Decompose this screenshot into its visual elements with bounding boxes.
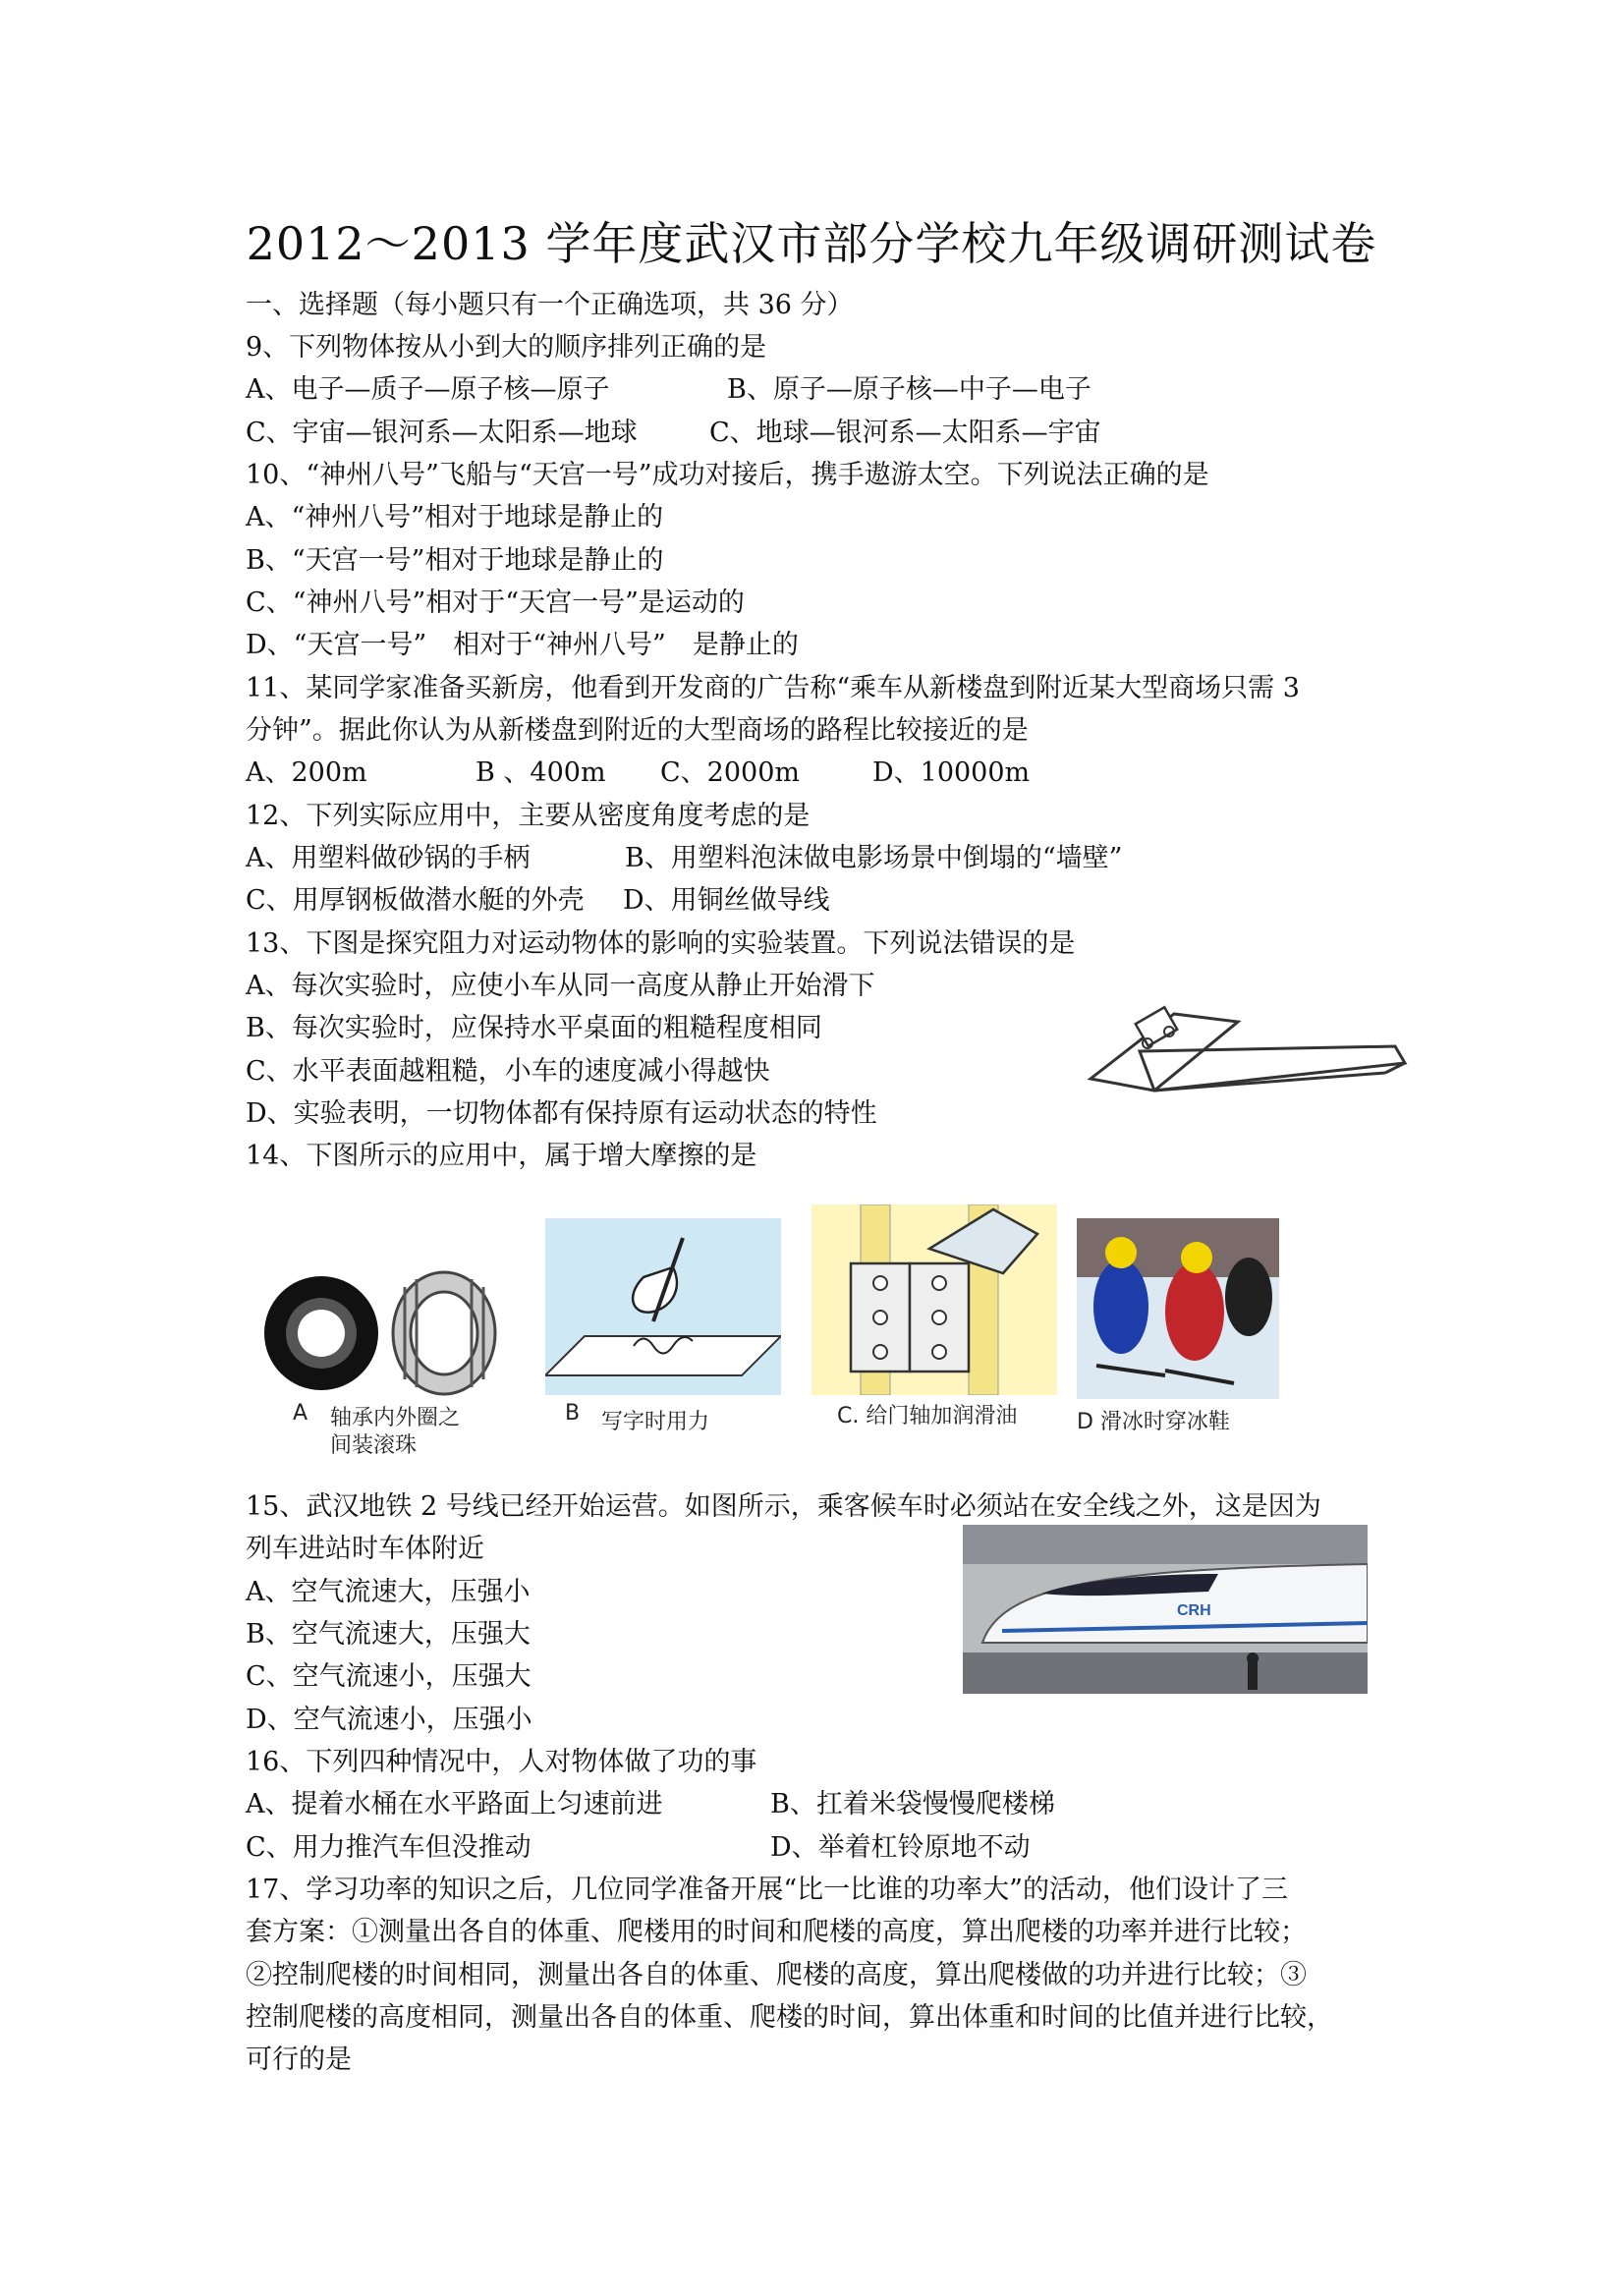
q14-b-caption: 写字时用力 bbox=[601, 1410, 710, 1434]
incline-ramp-figure bbox=[1081, 992, 1415, 1100]
q16-option-a: A、提着水桶在水平路面上匀速前进 bbox=[246, 1789, 663, 1820]
q16-option-d: D、举着杠铃原地不动 bbox=[770, 1832, 1031, 1863]
q13-stem: 13、下图是探究阻力对运动物体的影响的实验装置。下列说法错误的是 bbox=[246, 928, 1076, 959]
q14-stem: 14、下图所示的应用中，属于增大摩擦的是 bbox=[246, 1141, 757, 1171]
q12-option-b: B、用塑料泡沫做电影场景中倒塌的“墙壁” bbox=[625, 843, 1123, 873]
q12-option-c: C、用厚钢板做潜水艇的外壳 bbox=[246, 885, 585, 916]
q9-stem: 9、下列物体按从小到大的顺序排列正确的是 bbox=[246, 332, 767, 363]
q12-option-a: A、用塑料做砂锅的手柄 bbox=[246, 843, 531, 873]
q13-option-c: C、水平表面越粗糙，小车的速度减小得越快 bbox=[246, 1056, 770, 1087]
q14-a-caption-line1: 轴承内外圈之 bbox=[330, 1406, 461, 1430]
section-heading: 一、选择题（每小题只有一个正确选项，共 36 分） bbox=[246, 290, 854, 320]
q12-option-d: D、用铜丝做导线 bbox=[623, 885, 830, 916]
q14-a-letter: A bbox=[293, 1401, 308, 1426]
q17-line4: 控制爬楼的高度相同，测量出各自的体重、爬楼的时间，算出体重和时间的比值并进行比较， bbox=[246, 2002, 1333, 2033]
q17-line3: ②控制爬楼的时间相同，测量出各自的体重、爬楼的高度，算出爬楼做的功并进行比较；③ bbox=[246, 1960, 1307, 1990]
q15-option-d: D、空气流速小，压强小 bbox=[246, 1705, 532, 1735]
q12-stem: 12、下列实际应用中，主要从密度角度考虑的是 bbox=[246, 801, 811, 831]
q11-stem-line2: 分钟”。据此你认为从新楼盘到附近的大型商场的路程比较接近的是 bbox=[246, 715, 1029, 746]
q15-option-c: C、空气流速小，压强大 bbox=[246, 1661, 532, 1692]
q15-option-b: B、空气流速大，压强大 bbox=[246, 1619, 531, 1650]
q11-option-a: A、200m bbox=[246, 757, 367, 788]
crh-label: CRH bbox=[1177, 1602, 1211, 1619]
high-speed-train-figure bbox=[963, 1525, 1368, 1694]
q14-c-caption: C. 给门轴加润滑油 bbox=[837, 1404, 1018, 1428]
q15-stem-line2: 列车进站时车体附近 bbox=[246, 1534, 484, 1564]
speed-skating-figure bbox=[1077, 1218, 1279, 1399]
writing-hand-figure bbox=[545, 1218, 781, 1395]
q10-stem: 10、“神州八号”飞船与“天宫一号”成功对接后，携手遨游太空。下列说法正确的是 bbox=[246, 460, 1209, 490]
q10-option-b: B、“天宫一号”相对于地球是静止的 bbox=[246, 545, 664, 576]
q11-option-d: D、10000m bbox=[872, 757, 1031, 788]
q15-stem-line1: 15、武汉地铁 2 号线已经开始运营。如图所示，乘客候车时必须站在安全线之外，这是因为 bbox=[246, 1491, 1321, 1522]
q13-option-b: B、每次实验时，应保持水平桌面的粗糙程度相同 bbox=[246, 1013, 822, 1043]
q9-option-b: B、原子—原子核—中子—电子 bbox=[727, 374, 1091, 405]
q16-option-b: B、扛着米袋慢慢爬楼梯 bbox=[770, 1789, 1055, 1820]
q14-a-caption-line2: 间装滚珠 bbox=[330, 1433, 418, 1458]
q11-option-c: C、2000m bbox=[660, 757, 800, 788]
q9-option-d: C、地球—银河系—太阳系—宇宙 bbox=[709, 418, 1101, 448]
q16-stem: 16、下列四种情况中，人对物体做了功的事 bbox=[246, 1747, 757, 1777]
q14-b-letter: B bbox=[565, 1401, 581, 1426]
q13-option-d: D、实验表明，一切物体都有保持原有运动状态的特性 bbox=[246, 1098, 877, 1129]
bearing-figure bbox=[257, 1267, 513, 1400]
q11-option-b: B 、400m bbox=[476, 757, 606, 788]
q10-option-c: C、“神州八号”相对于“天宫一号”是运动的 bbox=[246, 588, 745, 618]
q15-option-a: A、空气流速大，压强小 bbox=[246, 1577, 531, 1607]
q10-option-d: D、“天宫一号” 相对于“神州八号” 是静止的 bbox=[246, 630, 799, 660]
q17-line1: 17、学习功率的知识之后，几位同学准备开展“比一比谁的功率大”的活动，他们设计了三 bbox=[246, 1875, 1288, 1905]
q9-option-c: C、宇宙—银河系—太阳系—地球 bbox=[246, 418, 638, 448]
q14-d-caption: D 滑冰时穿冰鞋 bbox=[1077, 1410, 1230, 1434]
page-title: 2012～2013 学年度武汉市部分学校九年级调研测试卷 bbox=[246, 217, 1377, 270]
door-hinge-figure bbox=[812, 1204, 1057, 1395]
q17-line5: 可行的是 bbox=[246, 2044, 352, 2075]
q9-option-a: A、电子—质子—原子核—原子 bbox=[246, 374, 610, 405]
q17-line2: 套方案：①测量出各自的体重、爬楼用的时间和爬楼的高度，算出爬楼的功率并进行比较； bbox=[246, 1917, 1307, 1947]
q10-option-a: A、“神州八号”相对于地球是静止的 bbox=[246, 502, 664, 532]
q11-stem-line1: 11、某同学家准备买新房，他看到开发商的广告称“乘车从新楼盘到附近某大型商场只需 3 bbox=[246, 673, 1300, 703]
q16-option-c: C、用力推汽车但没推动 bbox=[246, 1832, 532, 1863]
q13-option-a: A、每次实验时，应使小车从同一高度从静止开始滑下 bbox=[246, 971, 875, 1001]
